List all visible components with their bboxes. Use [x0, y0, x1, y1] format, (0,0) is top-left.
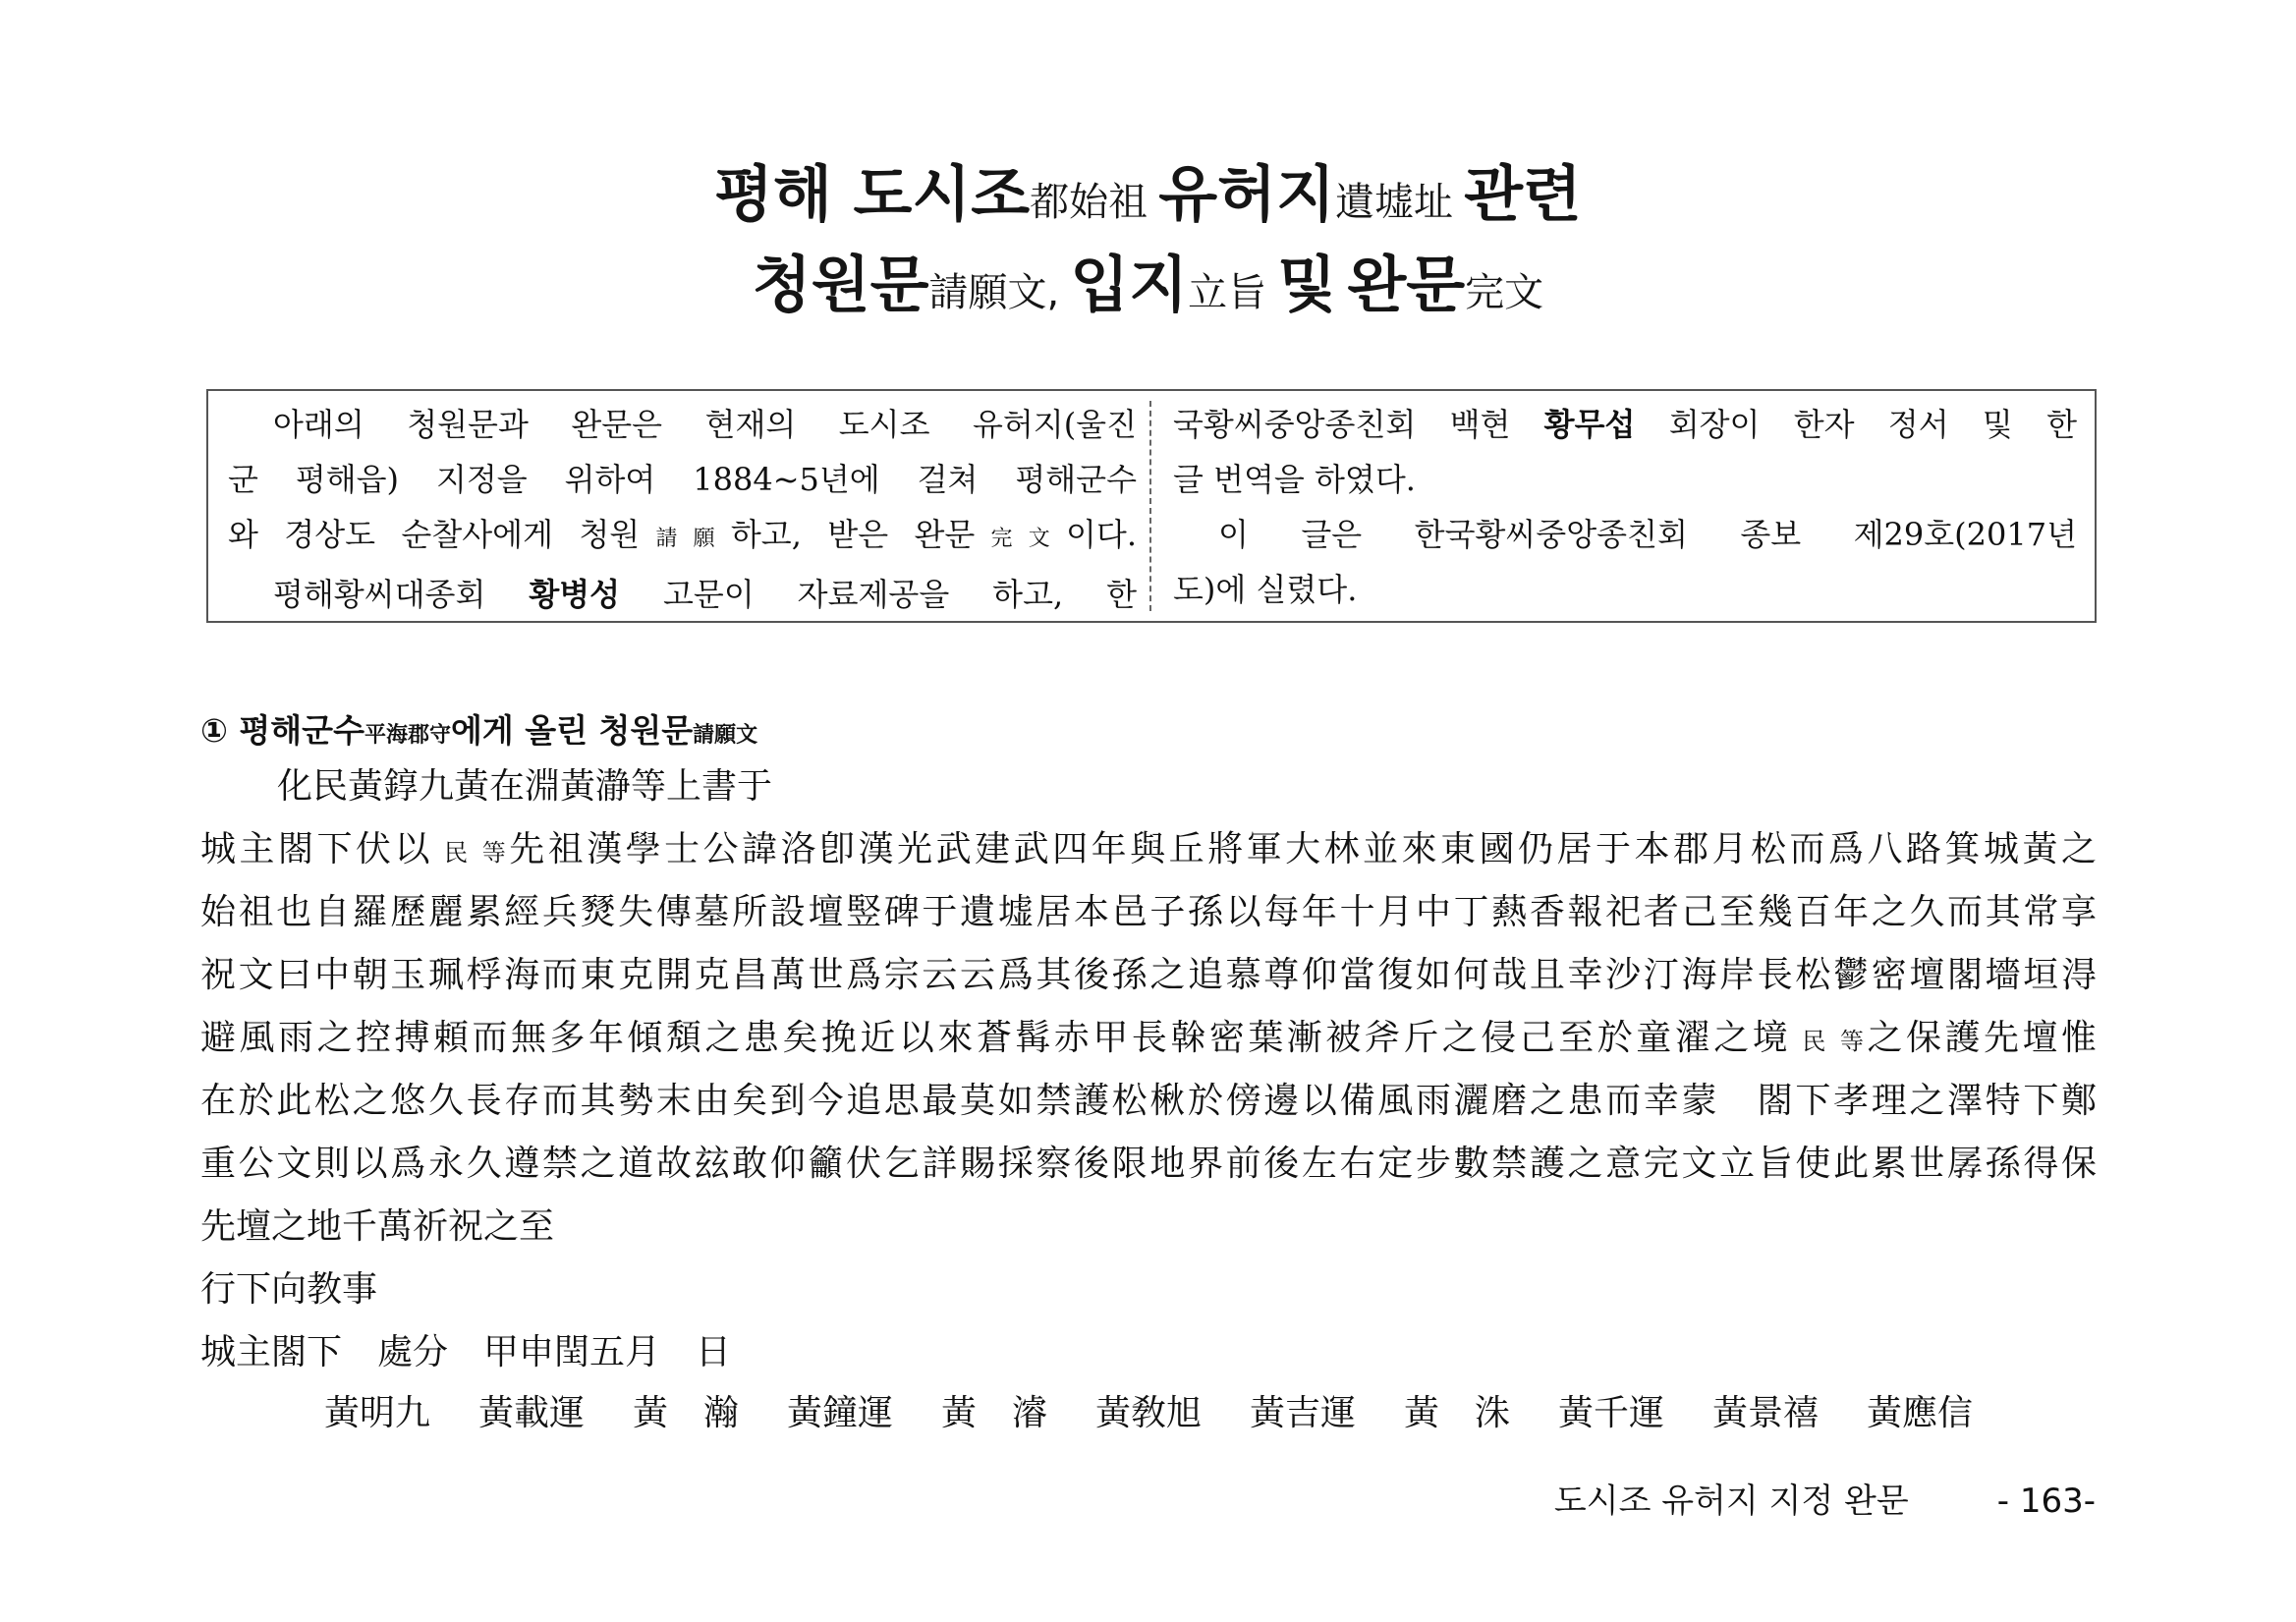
body-line: 在於此松之悠久長存而其勢末由矣到今追思最莫如禁護松楸於傍邊以備風雨灑磨之患而幸蒙 閤下孝理之澤特下鄭: [200, 1081, 2097, 1121]
intro-text-line: 이 글은 한국황씨중앙종친회 종보 제29호(2017년: [1218, 516, 2077, 553]
signatory-name: 黃載運: [478, 1393, 586, 1433]
body-line: 城主閤下伏以 民 等先祖漢學士公諱洛卽漢光武建武四年與丘將軍大林並來東國仍居于本郡月松而爲八路箕城黃之: [200, 829, 2097, 869]
signatory-name: 黃 瀚: [633, 1393, 740, 1433]
body-line: 重公文則以爲永久遵禁之道故玆敢仰籲伏乞詳賜採察後限地界前後左右定步數禁護之意完文立旨使此累世孱孫得保: [200, 1144, 2097, 1184]
signatory-name: 黃 洙: [1404, 1393, 1511, 1433]
body-line: 行下向教事: [200, 1269, 378, 1310]
intro-text-line: 군 평해읍) 지정을 위하여 1884~5년에 걸쳐 평해군수: [228, 461, 1137, 498]
page-title-line-1: 평해 도시조都始祖 유허지遺墟址 관련: [714, 158, 1582, 230]
body-line: 始祖也自羅歷麗累經兵燹失傳墓所設壇竪碑于遺墟居本邑子孫以每年十月中丁爇香報祀者己至幾百年之久而其常享: [200, 892, 2097, 932]
signatory-name: 黃敎旭: [1095, 1393, 1203, 1433]
section-heading: ① 평해군수平海郡守에게 올린 청원문請願文: [200, 711, 758, 750]
page-title-line-2: 청원문請願文, 입지立旨 및 완문完文: [752, 249, 1544, 320]
signatory-name: 黃 濬: [941, 1393, 1048, 1433]
signatory-name: 黃千運: [1558, 1393, 1665, 1433]
intro-right-column: [1173, 397, 2077, 617]
signatory-name: 黃應信: [1867, 1393, 1974, 1433]
intro-text-line: 도)에 실렸다.: [1173, 571, 1358, 608]
page-number: - 163-: [1996, 1482, 2096, 1521]
intro-box: [206, 389, 2097, 623]
body-line: 祝文曰中朝玉珮桴海而東克開克昌萬世爲宗云云爲其後孫之追慕尊仰當復如何哉且幸沙汀海岸長松鬱密壇閣墻垣淂: [200, 955, 2097, 995]
body-line: 先壇之地千萬祈祝之至: [200, 1206, 555, 1247]
intro-text-line: 국황씨중앙종친회 백현 황무섭 회장이 한자 정서 및 한: [1173, 406, 2077, 443]
intro-text-line: 아래의 청원문과 완문은 현재의 도시조 유허지(울진: [273, 406, 1137, 443]
intro-text-line: 글 번역을 하였다.: [1173, 461, 1416, 498]
signatory-list: [324, 1385, 2021, 1435]
intro-text-line: 평해황씨대종회 황병성 고문이 자료제공을 하고, 한: [273, 576, 1137, 613]
page-footer: [1554, 1474, 2096, 1522]
signatory-name: 黃明九: [324, 1393, 431, 1433]
intro-text-line: 와 경상도 순찰사에게 청원請願하고, 받은 완문完文이다.: [228, 516, 1137, 553]
running-title: 도시조 유허지 지정 완문: [1553, 1482, 1909, 1521]
body-line: 化民黃錞九黃在淵黃瀞等上書于: [277, 766, 773, 807]
column-divider: [1149, 401, 1151, 611]
signatory-name: 黃吉運: [1250, 1393, 1357, 1433]
body-line: 城主閤下 處分 甲申閏五月 日: [200, 1332, 732, 1372]
signatory-name: 黃鐘運: [787, 1393, 894, 1433]
body-line: 避風雨之控搏頼而無多年傾頽之患矣挽近以來蒼髯赤甲長榦密葉漸被斧斤之侵己至於童濯之境 民 等之保護先壇惟: [200, 1018, 2097, 1058]
intro-left-column: [228, 397, 1137, 622]
signatory-name: 黃景禧: [1712, 1393, 1820, 1433]
